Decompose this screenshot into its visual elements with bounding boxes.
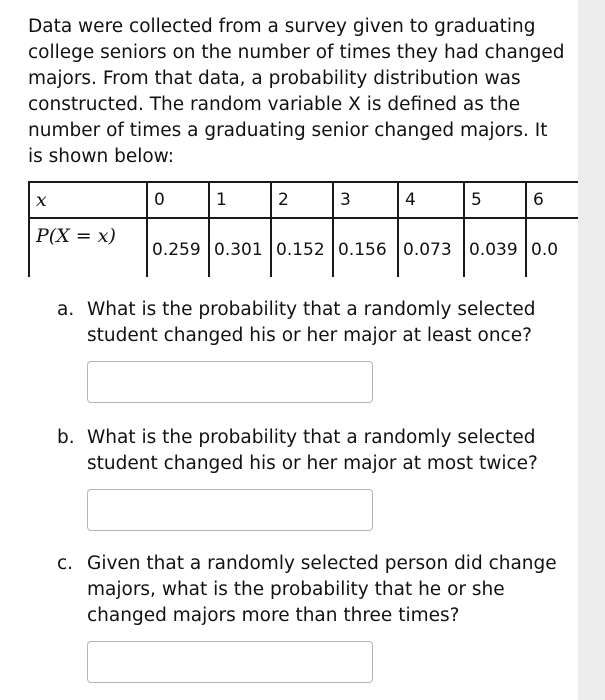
p-value-cell: 0.301 <box>209 218 271 277</box>
question-c <box>57 551 557 683</box>
x-value-cell: 1 <box>209 182 271 218</box>
question-b-letter: b. <box>57 427 75 448</box>
question-a <box>57 297 557 403</box>
x-value-cell: 5 <box>464 182 526 218</box>
row-x-header: x <box>29 182 147 218</box>
answer-input-b[interactable] <box>87 489 373 531</box>
x-value-cell: 2 <box>271 182 333 218</box>
p-value-cell: 0.039 <box>464 218 526 277</box>
question-c-text <box>57 551 557 629</box>
question-a-text <box>57 297 557 349</box>
answer-input-c[interactable] <box>87 641 373 683</box>
p-value-cell: 0.259 <box>147 218 209 277</box>
distribution-table <box>28 181 578 277</box>
distribution-table-container <box>28 181 578 277</box>
p-value-cell: 0.156 <box>333 218 398 277</box>
scrollbar-track[interactable] <box>578 0 605 700</box>
question-c-letter: c. <box>57 553 74 574</box>
p-value-cell: 0.152 <box>271 218 333 277</box>
question-a-letter: a. <box>57 299 75 320</box>
question-b-prompt: What is the probability that a randomly selected student changed his or her major at most twice? <box>87 427 538 474</box>
x-value-cell: 0 <box>147 182 209 218</box>
x-value-cell: 6 <box>526 182 578 218</box>
p-value-cell: 0.073 <box>398 218 464 277</box>
table-row-x <box>29 182 578 218</box>
question-b <box>57 425 557 531</box>
question-a-prompt: What is the probability that a randomly selected student changed his or her major at least once? <box>87 299 536 346</box>
x-value-cell: 3 <box>333 182 398 218</box>
answer-input-a[interactable] <box>87 361 373 403</box>
row-p-header: P(X = x) <box>29 218 147 277</box>
question-b-text <box>57 425 557 477</box>
p-value-cell: 0.0 <box>526 218 578 277</box>
question-c-prompt: Given that a randomly selected person did change majors, what is the probability that he or she changed majors more than three times? <box>87 553 557 626</box>
x-value-cell: 4 <box>398 182 464 218</box>
problem-intro: Data were collected from a survey given to graduating college seniors on the number of times they had changed majors. From that data, a probability distribution was constructed. The random variable X is defined as the number of times a graduating senior changed majors. It is shown below: <box>28 16 565 167</box>
table-row-probability <box>29 218 578 277</box>
